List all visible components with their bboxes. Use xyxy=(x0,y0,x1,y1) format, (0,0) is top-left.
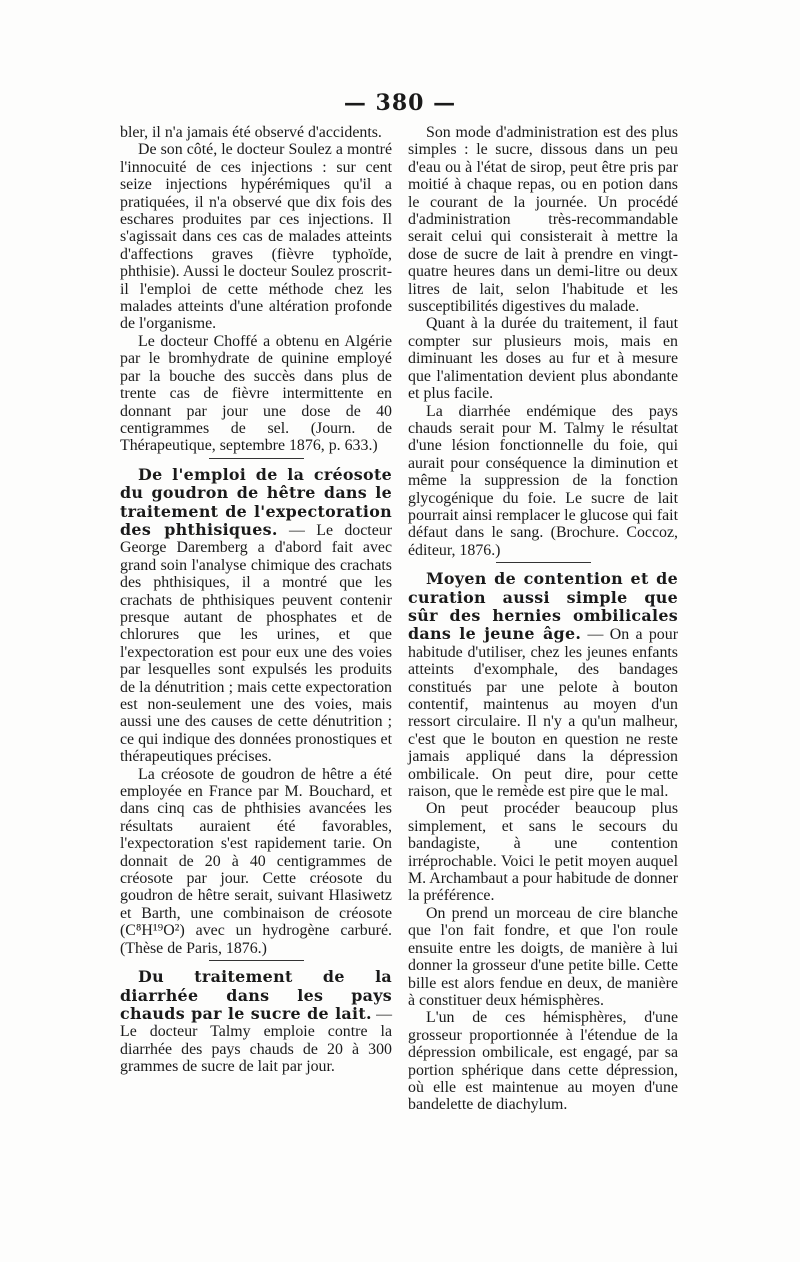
paragraph: bler, il n'a jamais été observé d'accidents. xyxy=(120,124,382,141)
section-heading: De l'emploi de la créosote du goudron de hêtre dans le traitement de l'expectoration des phthisiques. xyxy=(120,464,392,539)
section-text: — Le docteur George Daremberg a d'abord fait avec grand soin l'analyse chimique des crachats des phthisiques, il a montré que les crachats de phthisiques peuvent contenir presque autant de phosphates et de chlorures que les urines, et que l'expectoration est pour eux une des voies par lesquelles sont expulsés les produits de la dénutrition ; mais cette expectoration est non-seulement une des voies, mais aussi une des causes de cette dénutrition ; ce qui indique des données pronostiques et thérapeutiques précises. xyxy=(120,521,392,766)
page-number: — 380 — xyxy=(343,90,457,116)
section-divider xyxy=(496,562,591,563)
paragraph: De son côté, le docteur Soulez a montré l'innocuité de ces injections : sur cent seize injections hypérémiques qu'il a pratiquées, il n'a observé que dix fois des eschares produites par ces injections. Il s'agissait dans ces cas de malades atteints d'affections graves (fièvre typhoïde, phthisie). Aussi le docteur Soulez proscrit-il l'emploi de cette méthode chez les malades atteints d'une altération profonde de l'organisme. xyxy=(120,141,392,333)
paragraph: Son mode d'administration est des plus simples : le sucre, dissous dans un peu d'eau ou à l'état de sirop, peut être pris par moitié à chaque repas, ou en potion dans le courant de la journée. Un procédé d'administration très-recommandable serait celui qui consisterait à mettre la dose de sucre de lait à prendre en vingt-quatre heures dans un demi-litre ou deux litres de lait, selon l'habitude et les susceptibilités digestives du malade. xyxy=(408,124,678,316)
section-paragraph xyxy=(120,466,392,766)
paragraph: Le docteur Choffé a obtenu en Algérie par le bromhydrate de quinine employé par la bouche des succès dans plus de trente cas de fièvre intermittente en donnant par jour une dose de 40 centigrammes de sel. (Journ. de Thérapeutique, septembre 1876, p. 633.) xyxy=(120,332,392,455)
paragraph: La diarrhée endémique des pays chauds serait pour M. Talmy le résultat d'une lésion fonctionnelle du foie, qui aurait pour conséquence la diminution et même la suppression de la fonction glycogénique du foie. Le sucre de lait pourrait ainsi remplacer le glucose qui fait défaut dans le sang. (Brochure. Coccoz, éditeur, 1876.) xyxy=(408,402,678,559)
left-column xyxy=(120,124,392,1076)
right-column xyxy=(408,124,678,1114)
section-heading: Du traitement de la diarrhée dans les pays chauds par le sucre de lait. xyxy=(120,967,392,1023)
paragraph: On peut procéder beaucoup plus simplement, et sans le secours du bandagiste, à une contention irréprochable. Voici le petit moyen auquel M. Archambaut a pour habitude de donner la préférence. xyxy=(408,800,678,905)
section-heading: Moyen de contention et de curation aussi simple que sûr des hernies ombilicales dans le jeune âge. xyxy=(408,569,678,644)
section-divider xyxy=(209,458,304,459)
section-paragraph xyxy=(120,968,392,1075)
paragraph: On prend un morceau de cire blanche que l'on fait fondre, et que l'on roule ensuite entre les doigts, de manière à lui donner la grosseur d'une petite bille. Cette bille est alors fendue en deux, de manière à constituer deux hémisphères. xyxy=(408,904,678,1009)
paragraph: L'un de ces hémisphères, d'une grosseur proportionnée à l'étendue de la dépression ombilicale, est engagé, par sa portion sphérique dans cette dépression, où elle est maintenue au moyen d'une bandelette de diachylum. xyxy=(408,1009,678,1114)
section-divider xyxy=(209,960,304,961)
section-text: — Le docteur Talmy emploie contre la diarrhée des pays chauds de 20 à 300 grammes de sucre de lait par jour. xyxy=(120,1005,392,1076)
paragraph: La créosote de goudron de hêtre a été employée en France par M. Bouchard, et dans cinq cas de phthisies avancées les résultats auraient été favorables, l'expectoration s'est rapidement tarie. On donnait de 20 à 40 centigrammes de créosote par jour. Cette créosote du goudron de hêtre serait, suivant Hlasiwetz et Barth, une combinaison de créosote (C⁸H¹⁹O²) avec un hydrogène carburé. (Thèse de Paris, 1876.) xyxy=(120,765,392,957)
paragraph: Quant à la durée du traitement, il faut compter sur plusieurs mois, mais en diminuant les doses au fur et à mesure que l'alimentation devient plus abondante et plus facile. xyxy=(408,315,678,403)
section-paragraph xyxy=(408,570,678,800)
section-text: — On a pour habitude d'utiliser, chez les jeunes enfants atteints d'exomphale, des bandages constitués par une pelote à bouton contentif, maintenus au moyen d'un ressort circulaire. Il n'y a qu'un malheur, c'est que le bouton en question ne reste jamais appliqué dans la dépression ombilicale. On peut dire, pour cette raison, que le remède est pire que le mal. xyxy=(408,626,678,801)
